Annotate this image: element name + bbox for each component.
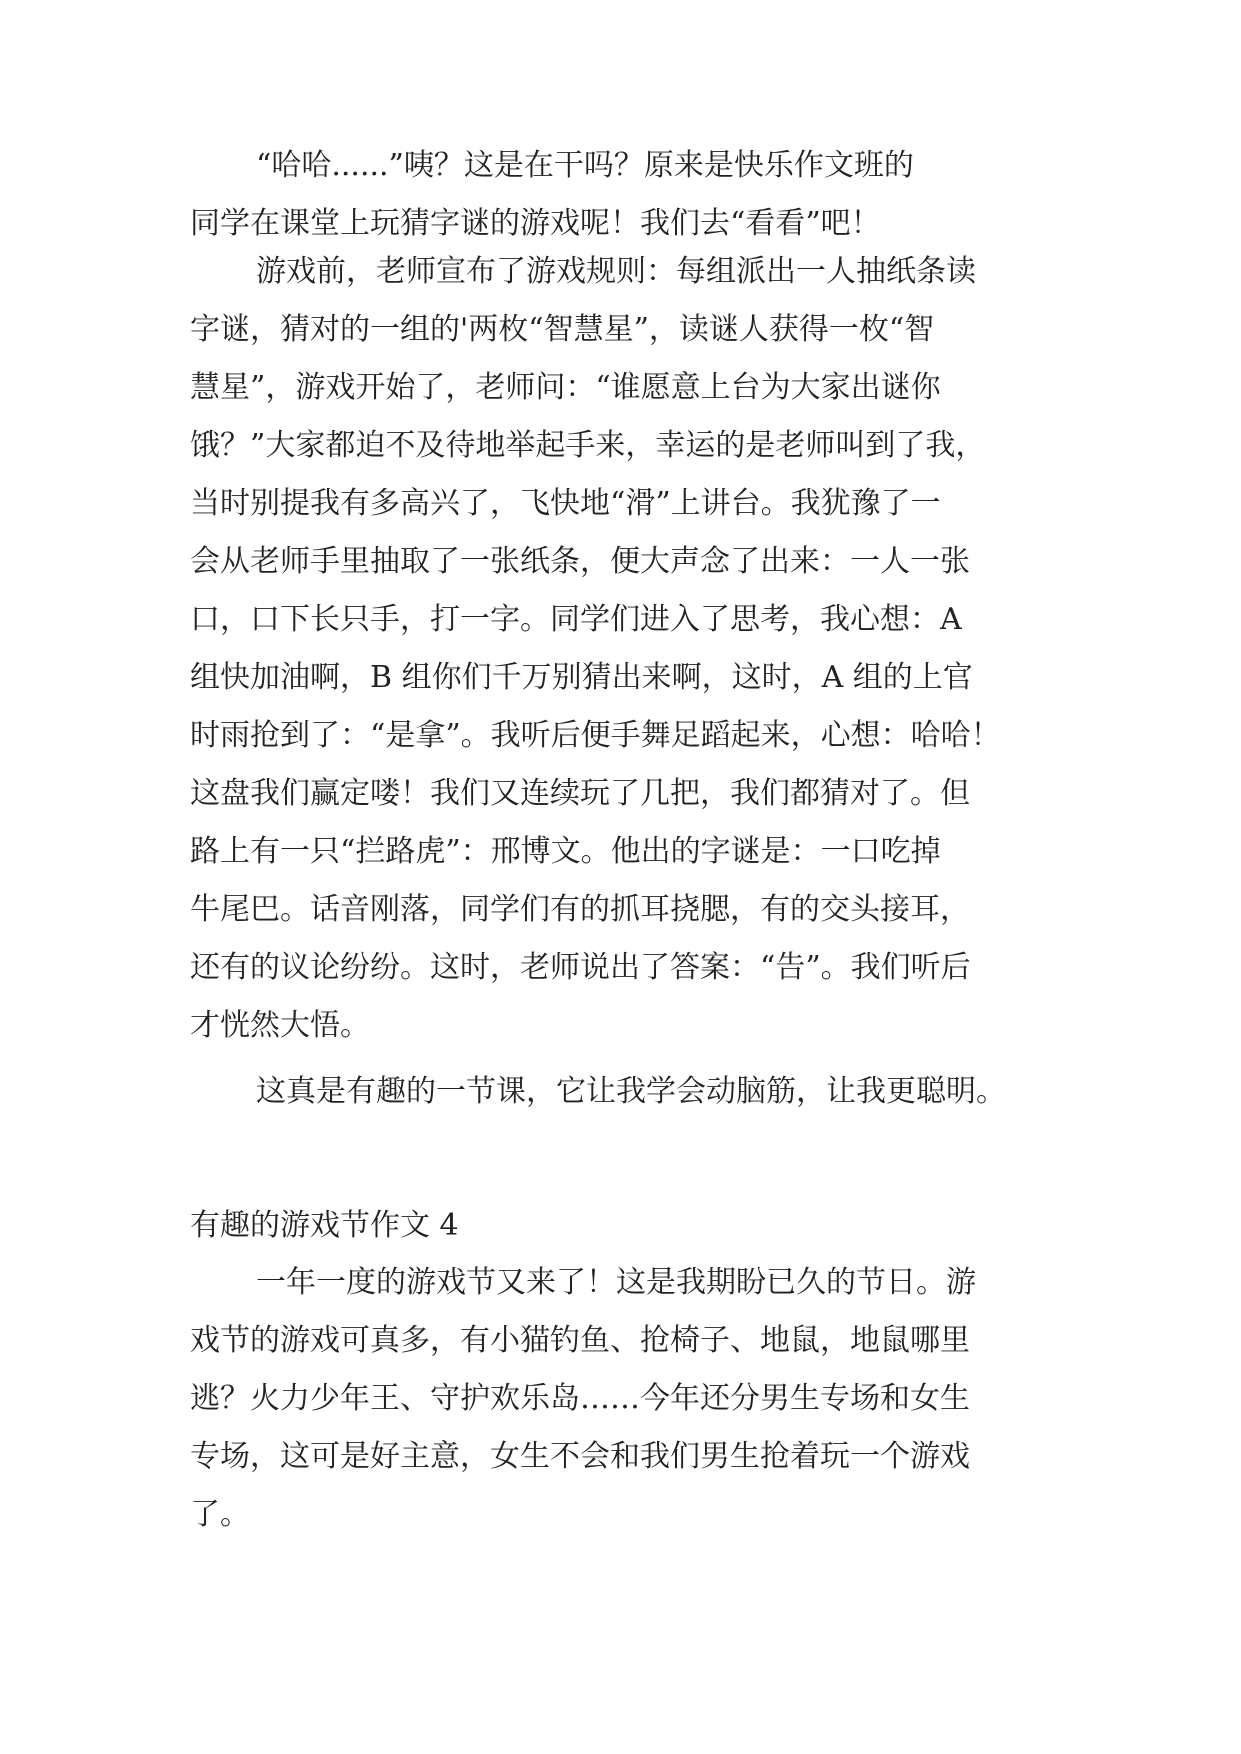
- text-line: 这真是有趣的一节课，它让我学会动脑筋，让我更聪明。: [256, 1074, 1006, 1109]
- text-line: 还有的议论纷纷。这时，老师说出了答案：“告”。我们听后: [190, 950, 971, 985]
- text-line: 游戏前，老师宣布了游戏规则：每组派出一人抽纸条读: [256, 254, 976, 289]
- text-line: 慧星”，游戏开始了，老师问：“谁愿意上台为大家出谜你: [190, 370, 941, 405]
- text-line: 饿？”大家都迫不及待地举起手来，幸运的是老师叫到了我，: [190, 428, 986, 463]
- text-line: 同学在课堂上玩猜字谜的游戏呢！我们去“看看”吧！: [190, 206, 881, 241]
- text-line: 一年一度的游戏节又来了！这是我期盼已久的节日。游: [256, 1265, 976, 1300]
- text-line: 会从老师手里抽取了一张纸条，便大声念了出来：一人一张: [190, 544, 970, 579]
- section-heading-block: [190, 1197, 1070, 1255]
- text-line: 字谜，猜对的一组的'两枚“智慧星”，读谜人获得一枚“智: [190, 312, 935, 347]
- text-line: 时雨抢到了：“是拿”。我听后便手舞足蹈起来，心想：哈哈！: [190, 718, 1001, 753]
- text-line: “哈哈......”咦？这是在干吗？原来是快乐作文班的: [256, 148, 914, 183]
- text-line: 了。: [190, 1497, 250, 1532]
- text-line: 牛尾巴。话音刚落，同学们有的抓耳挠腮，有的交头接耳，: [190, 892, 970, 927]
- paragraph-festival: [190, 1254, 1070, 1544]
- text-line: 戏节的游戏可真多，有小猫钓鱼、抢椅子、地鼠，地鼠哪里: [190, 1323, 970, 1358]
- paragraph-intro: [190, 137, 1070, 253]
- text-line: 路上有一只“拦路虎”：邢博文。他出的字谜是：一口吃掉: [190, 834, 941, 869]
- text-line: 口，口下长只手，打一字。同学们进入了思考，我心想：A: [190, 602, 962, 637]
- section-heading: 有趣的游戏节作文 4: [190, 1208, 459, 1243]
- paragraph-game: [190, 243, 1070, 1055]
- paragraph-conclusion: [190, 1063, 1070, 1121]
- text-line: 才恍然大悟。: [190, 1008, 370, 1043]
- text-line: 逃？火力少年王、守护欢乐岛……今年还分男生专场和女生: [190, 1381, 970, 1416]
- text-line: 组快加油啊，B 组你们千万别猜出来啊，这时，A 组的上官: [190, 660, 973, 695]
- text-line: 当时别提我有多高兴了，飞快地“滑”上讲台。我犹豫了一: [190, 486, 941, 521]
- text-line: 专场，这可是好主意，女生不会和我们男生抢着玩一个游戏: [190, 1439, 970, 1474]
- text-line: 这盘我们赢定喽！我们又连续玩了几把，我们都猜对了。但: [190, 776, 970, 811]
